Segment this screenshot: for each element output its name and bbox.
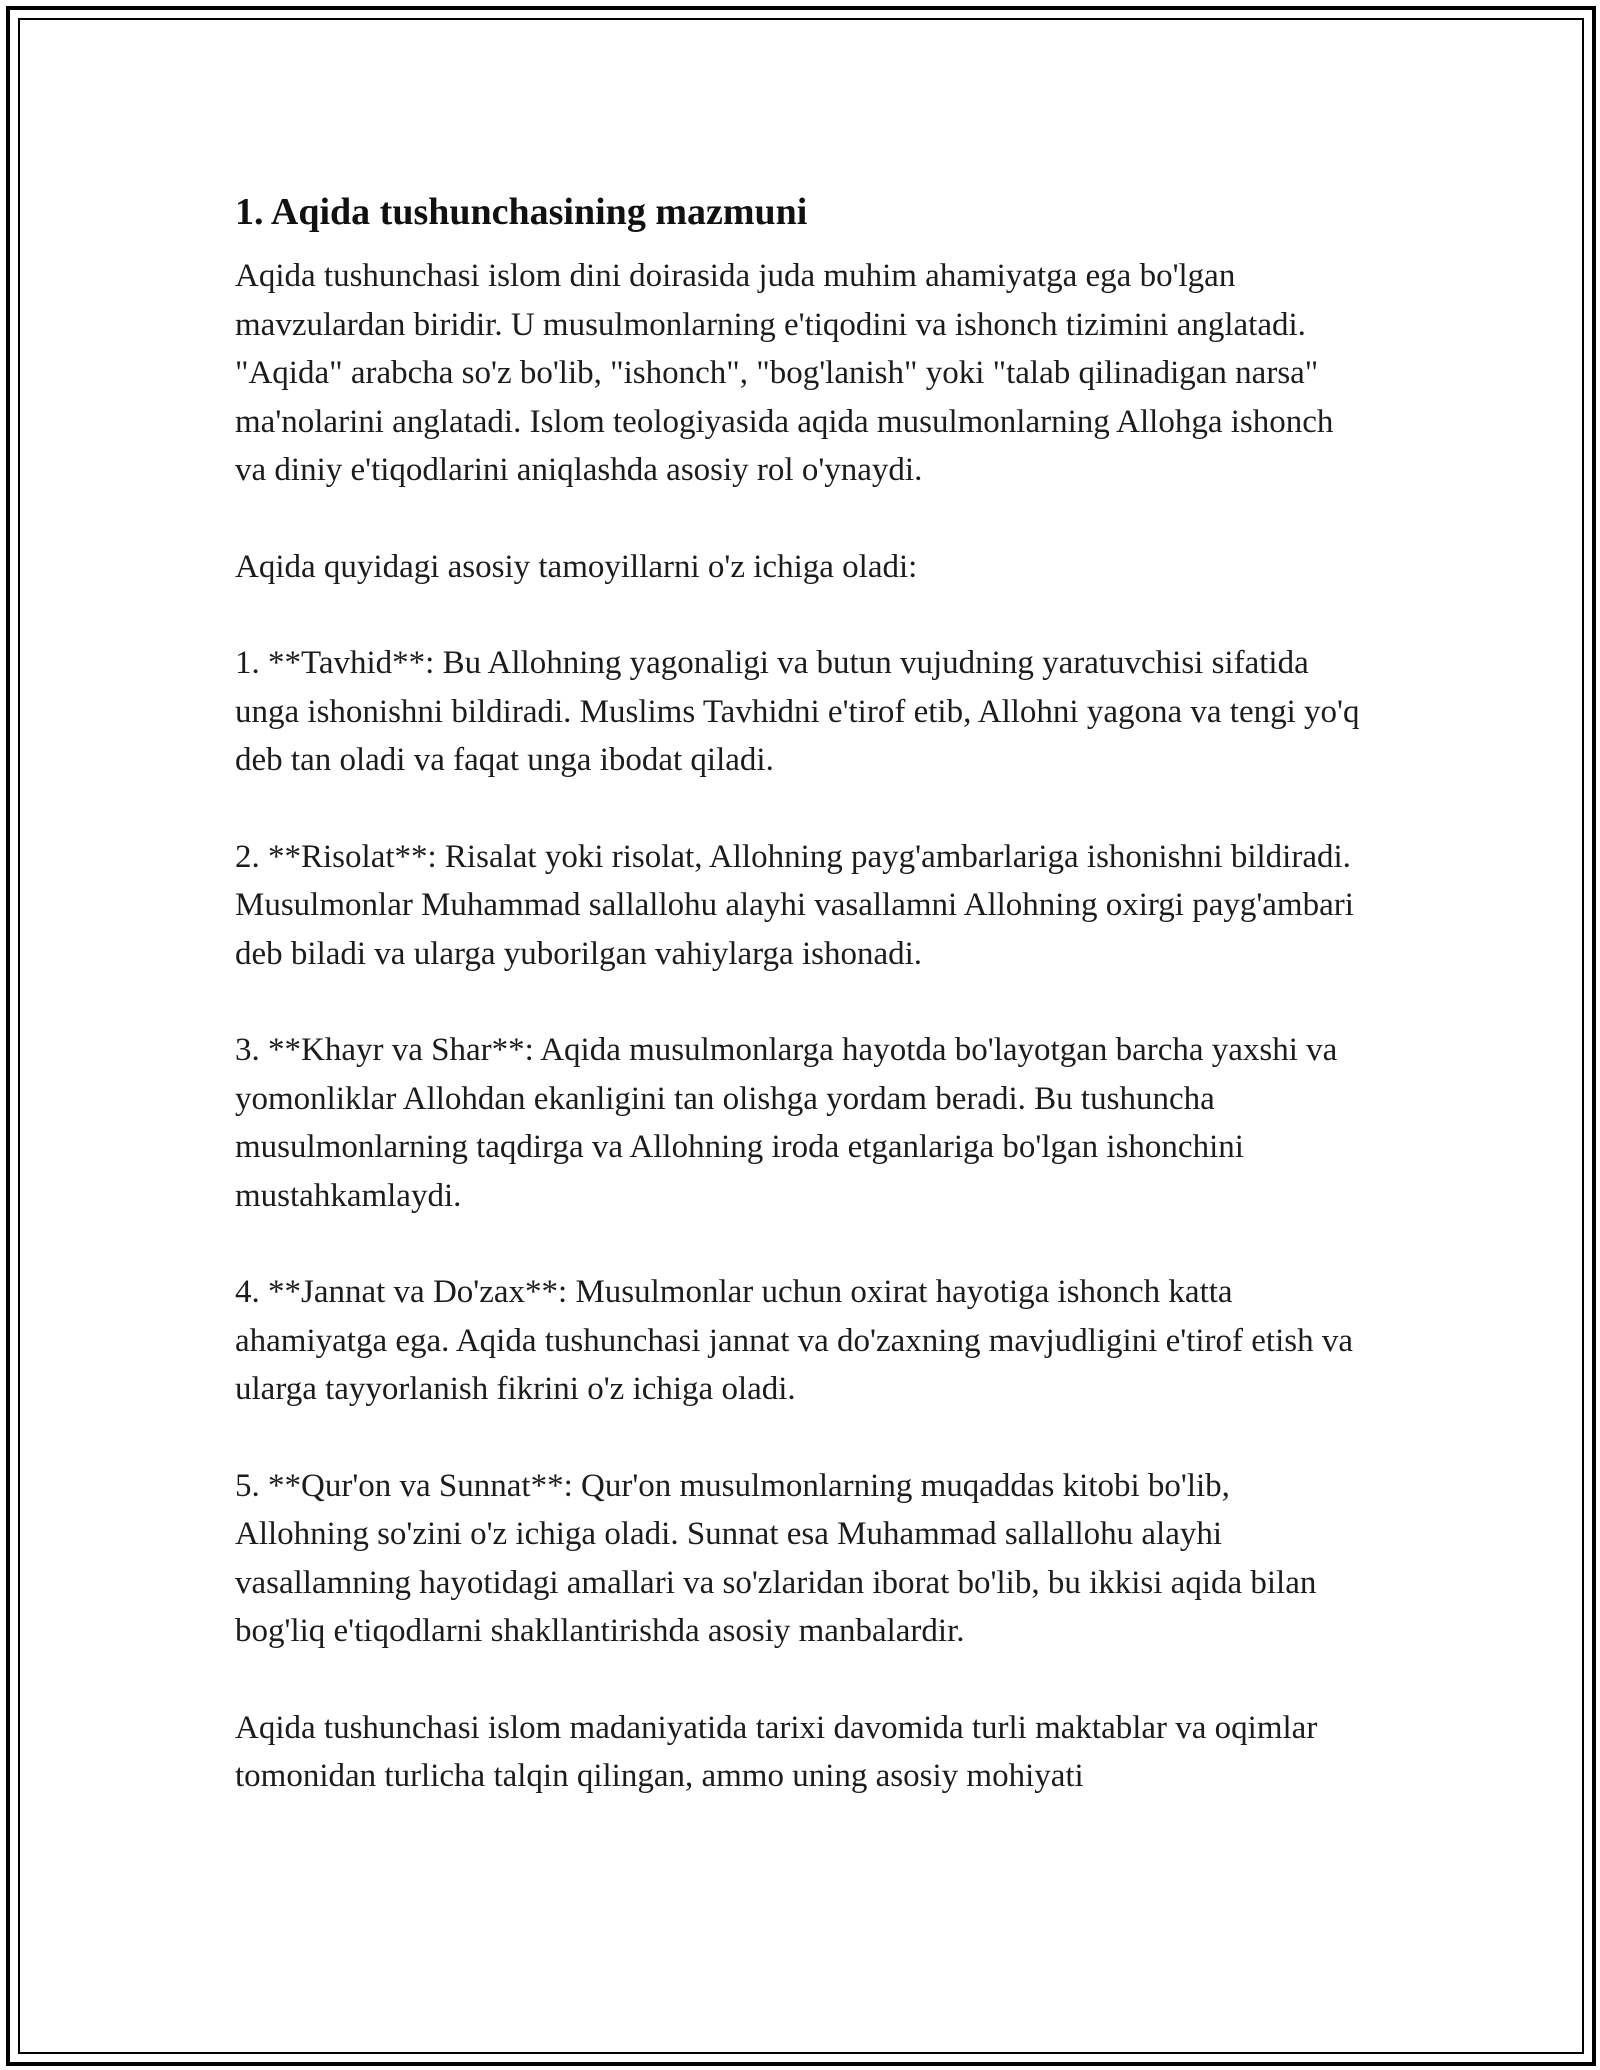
closing-paragraph: Aqida tushunchasi islom madaniyatida tarixi davomida turli maktablar va oqimlar tomonidan turlicha talqin qilingan, ammo uning asosiy mohiyati bbox=[235, 1709, 1318, 1794]
section-heading: 1. Aqida tushunchasining mazmuni bbox=[235, 191, 808, 233]
principle-jannat-va-dozax: 4. **Jannat va Do'zax**: Musulmonlar uchun oxirat hayotiga ishonch katta ahamiyatga ega. Aqida tushunchasi jannat va do'zaxning mavjudligini e'tirof etish va ularga tayyorlanish fikrini o'z ichiga oladi. bbox=[235, 1274, 1354, 1407]
principle-quron-va-sunnat: 5. **Qur'on va Sunnat**: Qur'on musulmonlarning muqaddas kitobi bo'lib, Allohning so'zini o'z ichiga oladi. Sunnat esa Muhammad sallallohu alayhi vasallamning hayotidagi amallari va so'zlaridan iborat bo'lib, bu ikkisi aqida bilan bog'liq e'tiqodlarni shakllantirishda asosiy manbalardir. bbox=[235, 1467, 1317, 1649]
principle-khayr-va-shar: 3. **Khayr va Shar**: Aqida musulmonlarga hayotda bo'layotgan barcha yaxshi va yomonliklar Allohdan ekanligini tan olishga yordam beradi. Bu tushuncha musulmonlarning taqdirga va Allohning iroda etganlariga bo'lgan ishonchini mustahkamlaydi. bbox=[235, 1032, 1338, 1214]
intro-paragraph: Aqida tushunchasi islom dini doirasida juda muhim ahamiyatga ega bo'lgan mavzulardan biridir. U musulmonlarning e'tiqodini va ishonch tizimini anglatadi. "Aqida" arabcha so'z bo'lib, "ishonch", "bog'lanish" yoki "talab qilinadigan narsa" ma'nolarini anglatadi. Islom teologiyasida aqida musulmonlarning Allohga ishonch va diniy e'tiqodlarini aniqlashda asosiy rol o'ynaydi. bbox=[235, 258, 1334, 488]
principles-intro: Aqida quyidagi asosiy tamoyillarni o'z ichiga oladi: bbox=[235, 548, 918, 585]
principle-risolat: 2. **Risolat**: Risalat yoki risolat, Allohning payg'ambarlariga ishonishni bildiradi. Musulmonlar Muhammad sallallohu alayhi vasallamni Allohning oxirgi payg'ambari deb biladi va ularga yuborilgan vahiylarga ishonadi. bbox=[235, 838, 1354, 972]
principle-tavhid: 1. **Tavhid**: Bu Allohning yagonaligi va butun vujudning yaratuvchisi sifatida unga ishonishni bildiradi. Muslims Tavhidni e'tirof etib, Allohni yagona va tengi yo'q deb tan oladi va faqat unga ibodat qiladi. bbox=[235, 645, 1360, 778]
document-body bbox=[235, 186, 1365, 1849]
